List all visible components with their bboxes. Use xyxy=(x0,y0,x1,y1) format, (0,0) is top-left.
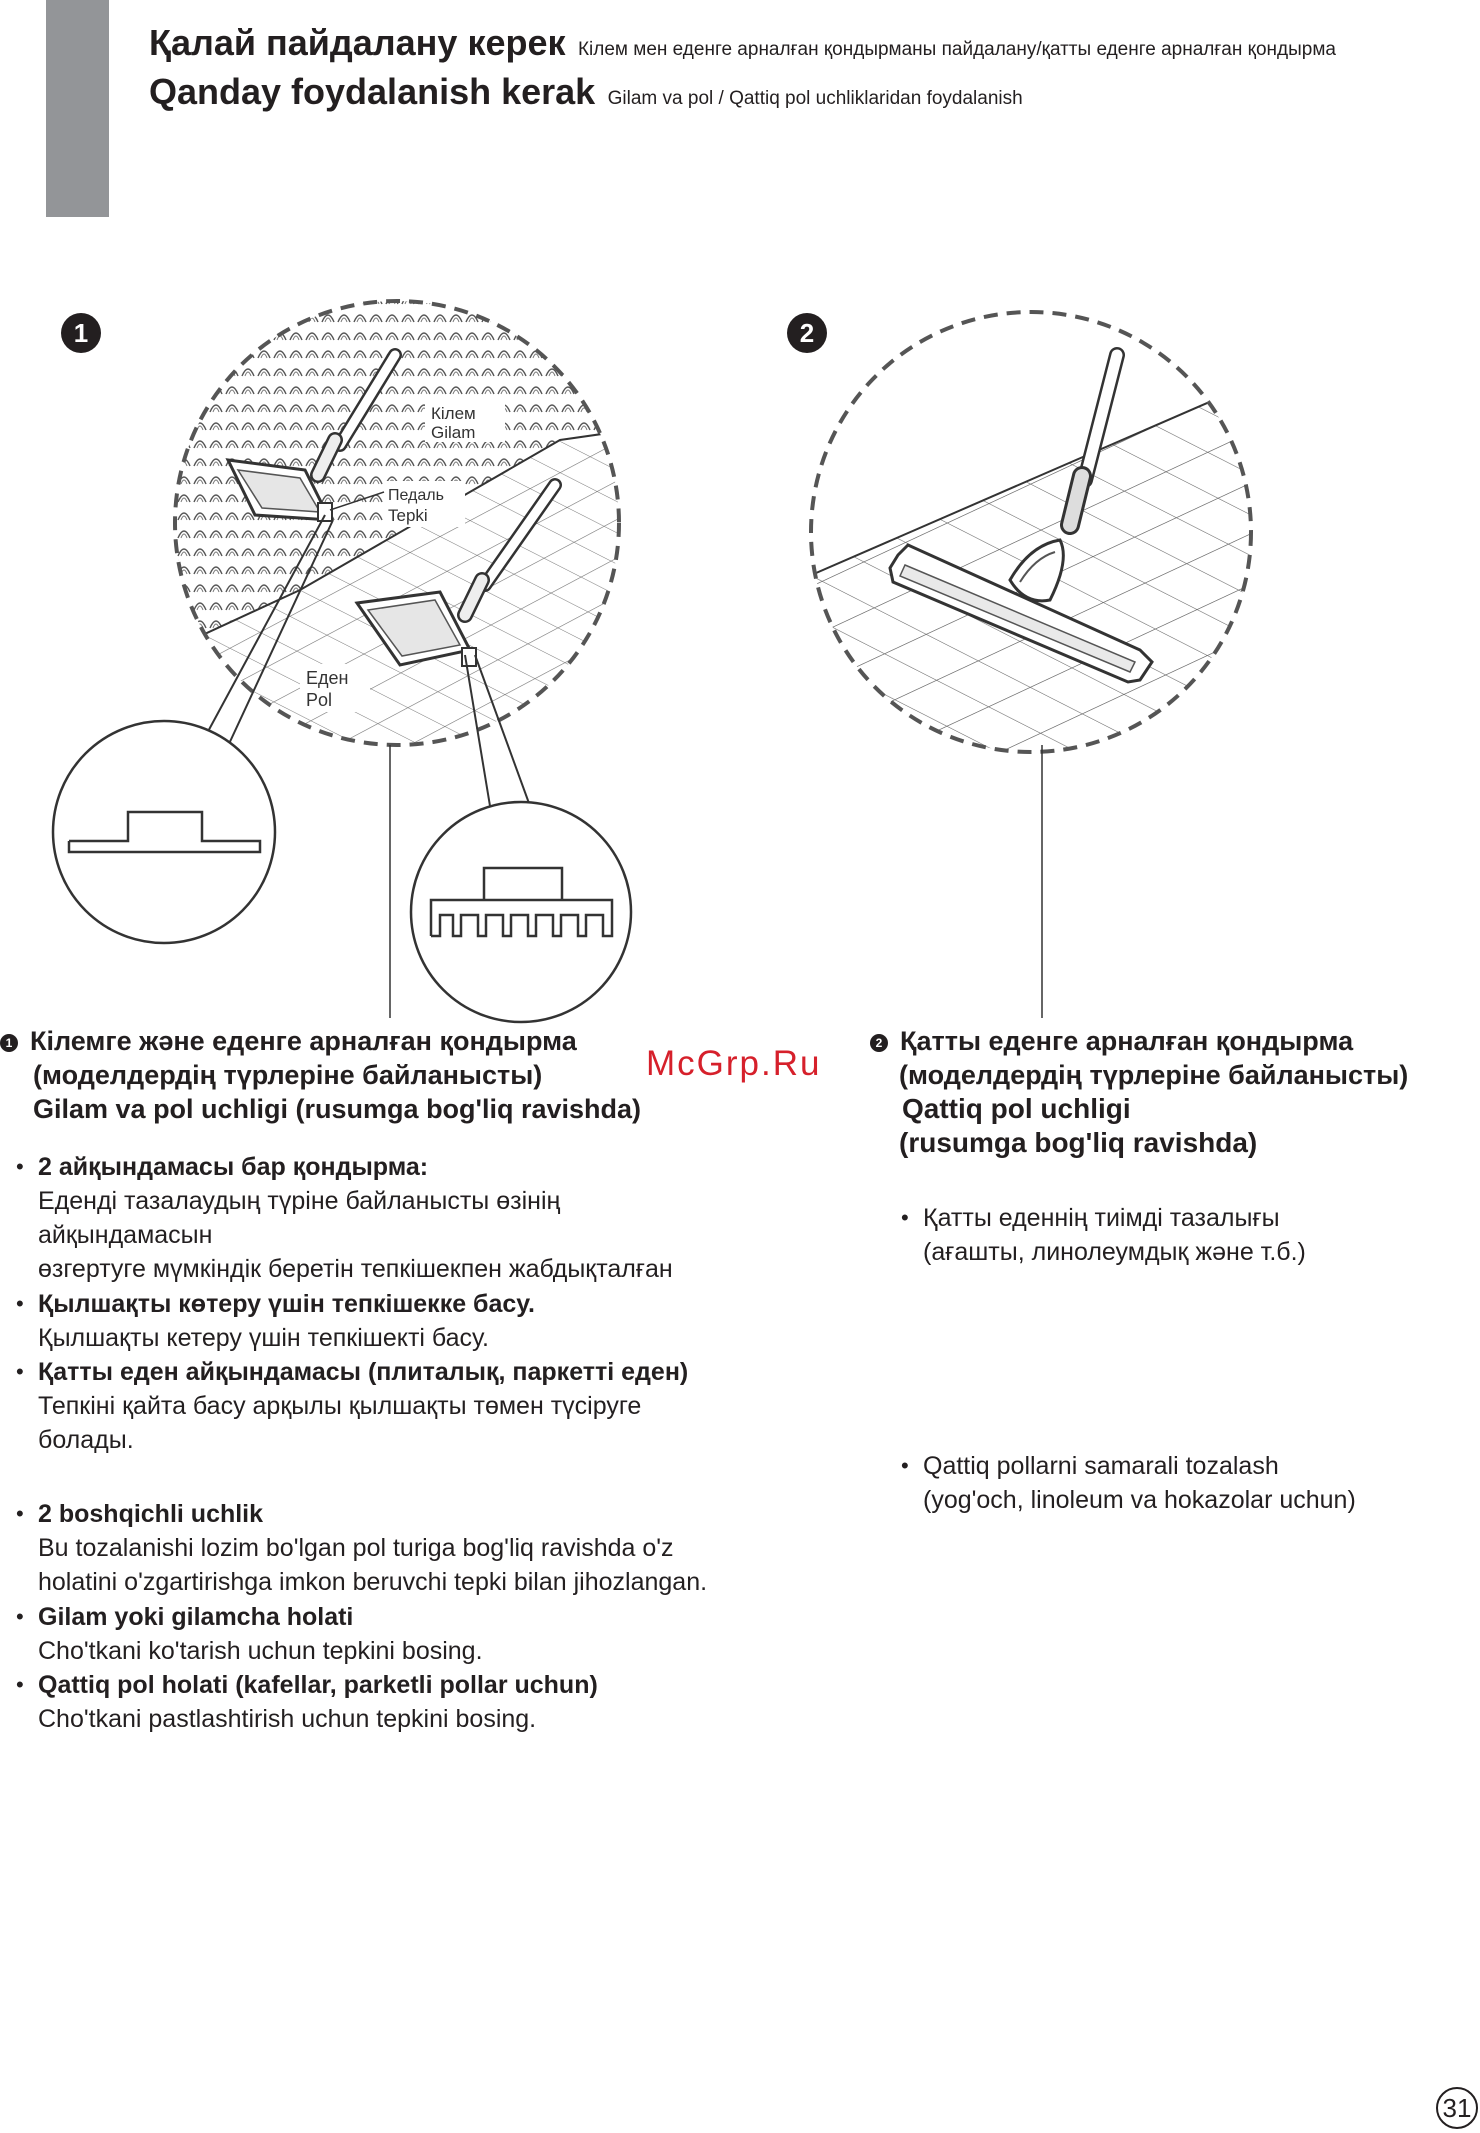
label-pedal-uz: Tepki xyxy=(388,506,428,525)
page-number: 31 xyxy=(1436,2087,1478,2129)
page-subtitle-kz: Кілем мен еденге арналған қондырманы пайдалану/қатты еденге арналған қондырма xyxy=(577,39,1336,60)
label-carpet-uz: Gilam xyxy=(431,423,476,442)
label-floor-uz: Pol xyxy=(306,690,333,710)
bullet-uz-3-line-1: Cho'tkani pastlashtirish uchun tepkini bosing. xyxy=(38,1705,537,1733)
figure-1-badge: 1 xyxy=(61,313,101,353)
bullet-uz-1-line-1: Bu tozalanishi lozim bo'lgan pol turiga bog'liq ravishda o'z xyxy=(38,1534,674,1562)
bullet-kz-1: • 2 айқындамасы бар қондырма: Еденді тазалаудың түріне байланысты өзінің айқындамасын өзгертуге мүмкіндік беретін тепкішекпен жабдықталған xyxy=(38,1150,673,1286)
callout-floor-mode xyxy=(411,802,631,1022)
page-title-uz: Qanday foydalanish kerak xyxy=(149,71,596,112)
bullet-uz-2: • Gilam yoki gilamcha holati Cho'tkani ko'tarish uchun tepkini bosing. xyxy=(38,1600,483,1668)
section-2-marker: 2 xyxy=(870,1034,888,1052)
section-1-title-line-3: Gilam va pol uchligi (rusumga bog'liq ravishda) xyxy=(33,1094,642,1124)
section-2-title xyxy=(870,1024,1408,1160)
figure-1-scene xyxy=(170,300,630,760)
section-1-marker: 1 xyxy=(0,1034,18,1052)
bullet-uz-2-head: Gilam yoki gilamcha holati xyxy=(38,1603,354,1631)
bullet-hard-kz: • Қатты еденнің тиімді тазалығы (ағашты, линолеумдық және т.б.) xyxy=(923,1201,1306,1269)
section-1-title xyxy=(0,1024,641,1126)
callout-carpet-mode xyxy=(53,721,275,943)
bullet-kz-1-line-3: өзгертуге мүмкіндік беретін тепкішекпен жабдықталған xyxy=(38,1255,673,1283)
header-kz xyxy=(149,22,1336,64)
label-floor-kz: Еден xyxy=(306,668,349,688)
bullet-kz-1-line-2: айқындамасын xyxy=(38,1221,213,1249)
bullet-kz-2: • Қылшақты көтеру үшін тепкішекке басу. Қылшақты кетеру үшін тепкішекті басу. xyxy=(38,1287,535,1355)
label-carpet-kz: Кілем xyxy=(431,404,476,423)
bullet-kz-2-line-1: Қылшақты кетеру үшін тепкішекті басу. xyxy=(38,1324,490,1352)
page-subtitle-uz: Gilam va pol / Qattiq pol uchliklaridan foydalanish xyxy=(607,88,1023,109)
watermark: McGrp.Ru xyxy=(646,1044,822,1083)
illustrations xyxy=(0,290,1480,1030)
section-1-title-line-1: Кілемге және еденге арналған қондырма xyxy=(30,1026,577,1056)
bullet-kz-2-head: Қылшақты көтеру үшін тепкішекке басу. xyxy=(38,1290,535,1318)
header-uz xyxy=(149,71,1023,113)
bullet-uz-3: • Qattiq pol holati (kafellar, parketli pollar uchun) Cho'tkani pastlashtirish uchun tepkini bosing. xyxy=(38,1668,598,1736)
bullet-uz-1: • 2 boshqichli uchlik Bu tozalanishi lozim bo'lgan pol turiga bog'liq ravishda o'z holatini o'zgartirishga imkon beruvchi tepki bilan jihozlangan. xyxy=(38,1497,707,1599)
bullet-hard-uz-line-1: Qattiq pollarni samarali tozalash xyxy=(923,1452,1279,1480)
section-1-title-line-2: (моделдердің түрлеріне байланысты) xyxy=(33,1060,543,1090)
bullet-hard-uz-line-2: (yog'och, linoleum va hokazolar uchun) xyxy=(923,1486,1356,1514)
page-title-kz: Қалай пайдалану керек xyxy=(149,22,566,63)
bullet-uz-2-line-1: Cho'tkani ko'tarish uchun tepkini bosing. xyxy=(38,1637,483,1665)
bullet-kz-3: • Қатты еден айқындамасы (плиталық, паркетті еден) Тепкіні қайта басу арқылы қылшақты төмен түсіруге болады. xyxy=(38,1355,688,1457)
bullet-kz-3-line-2: болады. xyxy=(38,1426,134,1454)
bullet-hard-uz: • Qattiq pollarni samarali tozalash (yog'och, linoleum va hokazolar uchun) xyxy=(923,1449,1356,1517)
section-tab xyxy=(46,0,109,217)
bullet-kz-1-line-1: Еденді тазалаудың түріне байланысты өзінің xyxy=(38,1187,561,1215)
bullet-hard-kz-line-2: (ағашты, линолеумдық және т.б.) xyxy=(923,1238,1306,1266)
bullet-hard-kz-line-1: Қатты еденнің тиімді тазалығы xyxy=(923,1204,1280,1232)
bullet-uz-3-head: Qattiq pol holati (kafellar, parketli pollar uchun) xyxy=(38,1671,598,1699)
bullet-kz-3-line-1: Тепкіні қайта басу арқылы қылшақты төмен түсіруге xyxy=(38,1392,642,1420)
section-2-title-line-1: Қатты еденге арналған қондырма xyxy=(900,1026,1354,1056)
section-2-title-line-3: Qattiq pol uchligi xyxy=(902,1093,1131,1124)
bullet-uz-1-line-2: holatini o'zgartirishga imkon beruvchi tepki bilan jihozlangan. xyxy=(38,1568,708,1596)
label-pedal-kz: Педаль xyxy=(388,487,444,504)
figure-2-badge: 2 xyxy=(787,313,827,353)
bullet-kz-3-head: Қатты еден айқындамасы (плиталық, паркетті еден) xyxy=(38,1358,689,1386)
section-2-title-line-4: (rusumga bog'liq ravishda) xyxy=(899,1127,1258,1158)
bullet-kz-1-head: 2 айқындамасы бар қондырма: xyxy=(38,1153,429,1181)
section-2-title-line-2: (моделдердің түрлеріне байланысты) xyxy=(899,1060,1409,1090)
bullet-uz-1-head: 2 boshqichli uchlik xyxy=(38,1500,264,1528)
